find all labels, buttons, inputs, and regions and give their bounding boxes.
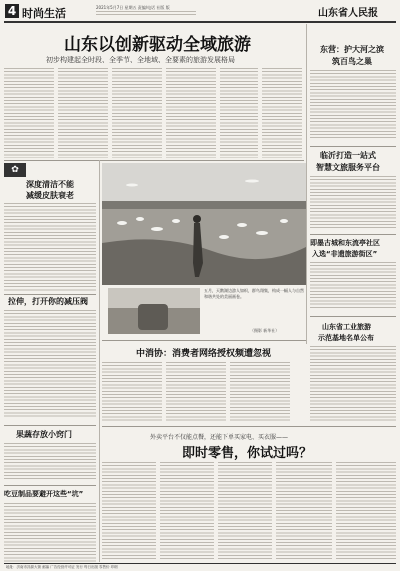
masthead-filler <box>96 11 196 16</box>
lead-subheadline: 初步构建起全时段、全季节、全地域、全要素的旅游发展格局 <box>46 56 235 64</box>
consumer-headline: 中消协：消费者网络授权频遭忽视 <box>136 349 272 359</box>
consumer-body-2 <box>166 362 226 422</box>
right-column <box>310 24 396 424</box>
lead-headline: 山东以创新驱动全域旅游 <box>64 35 251 55</box>
footer-text: 地址：济南市泺源大街 邮编 广告经营许可证 发行 每日出版 零售价 印刷 <box>6 565 118 569</box>
photo-caption: 五月，天鹅湖边游人如织，群鸟翔集，构成一幅人与自然和谐共处的美丽画卷。 <box>204 288 304 299</box>
left-rule-1 <box>4 294 96 295</box>
left-story2-body <box>4 310 96 418</box>
right-story4-title-a: 山东省工业旅游 <box>322 323 371 331</box>
right-story3-title-a: 即墨古城和东流亭社区 <box>310 239 380 247</box>
right-story4-body <box>310 346 396 422</box>
section-title: 时尚生活 <box>22 7 66 20</box>
right-story1-title-a: 东营：护大河之滨 <box>320 45 384 54</box>
masthead <box>0 0 400 24</box>
right-story2-title-b: 智慧文旅服务平台 <box>316 163 380 172</box>
bottom-headline: 即时零售，你试过吗？ <box>182 446 313 461</box>
page-number: 4 <box>5 4 19 18</box>
footer-rule <box>4 563 396 564</box>
right-rule-2 <box>310 234 396 235</box>
divider-right <box>306 24 307 344</box>
bottom-body-2 <box>160 462 214 560</box>
consumer-body-1 <box>102 362 162 422</box>
masthead-rule <box>4 21 396 23</box>
right-story4-title-b: 示范基地名单公布 <box>318 334 374 342</box>
right-rule-3 <box>310 316 396 317</box>
right-story2-title-a: 临沂打造一站式 <box>320 151 376 160</box>
lead-body-col-5 <box>220 68 258 158</box>
right-story1-body <box>310 70 396 140</box>
right-rule-1 <box>310 146 396 147</box>
swan-lake-photo <box>102 163 306 285</box>
paper-logo: 山东省人民报 <box>318 8 378 19</box>
left-story3-title: 果蔬存放小窍门 <box>16 430 72 439</box>
left-story1-body <box>4 203 96 291</box>
left-story4-body <box>4 503 96 563</box>
date-line: 2021年5月7日 星期五 责编/电话 社版 版 <box>96 5 170 10</box>
left-story1-title-a: 深度清洁不能 <box>26 180 74 189</box>
right-story3-body <box>310 262 396 310</box>
right-story1-title-b: 筑百鸟之巢 <box>332 57 372 66</box>
left-story4-title: 吃豆制品要避开这些“坑” <box>4 490 84 498</box>
consumer-body-3 <box>230 362 290 422</box>
left-rule-3 <box>4 485 96 486</box>
lead-body-col-4 <box>166 68 216 158</box>
photo-credit: （摄影 新华社） <box>250 328 280 333</box>
left-story2-title: 拉伸，打开你的减压阀 <box>8 297 88 306</box>
left-story1-title-b: 减缓皮肤衰老 <box>26 191 74 200</box>
inset-photo <box>108 288 200 334</box>
bottom-body-5 <box>336 462 396 560</box>
bottom-body-1 <box>102 462 156 560</box>
left-story3-body <box>4 443 96 481</box>
column-logo-icon: ✿ <box>4 163 26 177</box>
lead-bottom-rule <box>4 160 304 161</box>
bottom-kicker: 外卖平台不仅能点餐，还能下单买家电、买衣服—— <box>150 434 289 441</box>
bottom-body-3 <box>218 462 272 560</box>
bottom-top-rule <box>102 426 396 427</box>
left-rule-2 <box>4 425 96 426</box>
left-column <box>4 163 96 563</box>
bottom-body-4 <box>276 462 332 560</box>
consumer-top-rule <box>102 340 306 341</box>
water-sky-photo <box>102 163 306 285</box>
lead-body-col-1 <box>4 68 54 158</box>
lead-body-col-2 <box>58 68 108 158</box>
right-story2-body <box>310 176 396 230</box>
divider-left <box>99 160 100 562</box>
lead-body-col-6 <box>262 68 302 158</box>
right-story3-title-b: 入选“非遗旅游街区” <box>312 250 378 258</box>
lead-body-col-3 <box>112 68 162 158</box>
